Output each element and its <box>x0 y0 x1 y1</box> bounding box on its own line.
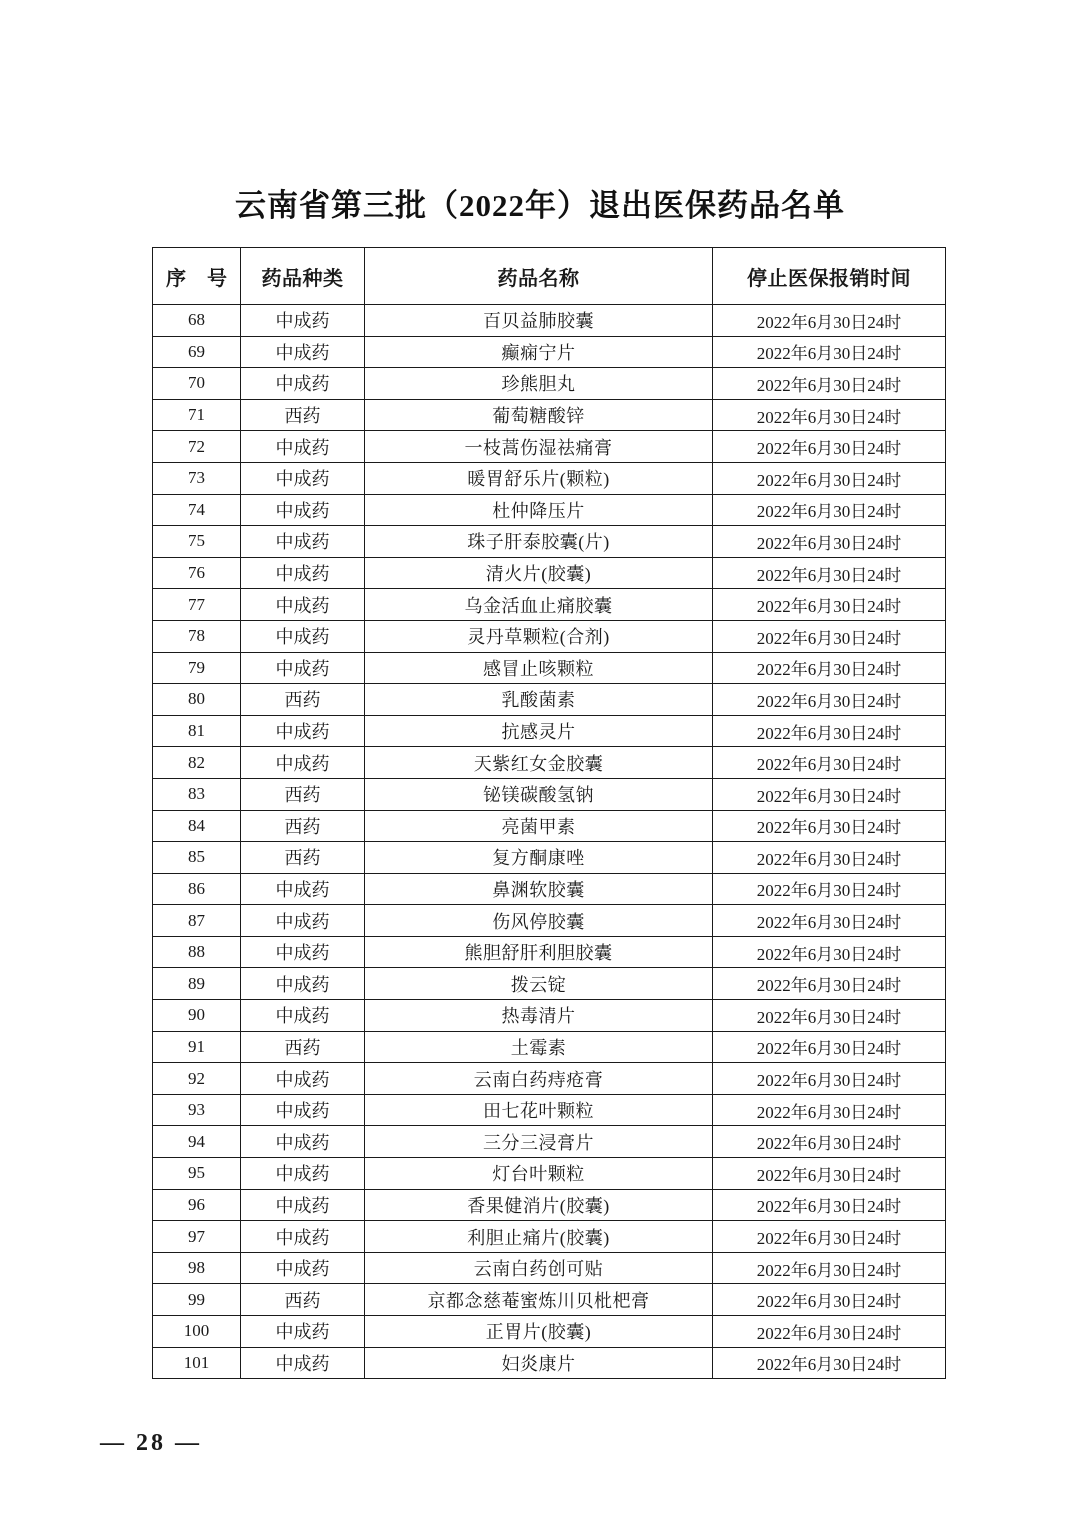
table-row <box>153 305 946 337</box>
table-cell-index: 73 <box>153 462 241 494</box>
table-cell-name: 云南白药创可贴 <box>365 1252 713 1284</box>
table-cell-index: 85 <box>153 842 241 874</box>
table-cell-name: 灵丹草颗粒(合剂) <box>365 620 713 652</box>
table-cell-index: 80 <box>153 684 241 716</box>
table-cell-date: 2022年6月30日24时 <box>713 1000 946 1032</box>
drug-list-table-container <box>152 247 945 1379</box>
table-cell-index: 81 <box>153 715 241 747</box>
table-cell-date: 2022年6月30日24时 <box>713 431 946 463</box>
table-cell-name: 珠子肝泰胶囊(片) <box>365 526 713 558</box>
table-cell-date: 2022年6月30日24时 <box>713 494 946 526</box>
table-cell-date: 2022年6月30日24时 <box>713 684 946 716</box>
table-cell-name: 乌金活血止痛胶囊 <box>365 589 713 621</box>
table-cell-name: 乳酸菌素 <box>365 684 713 716</box>
table-cell-type: 中成药 <box>241 1063 365 1095</box>
table-cell-type: 中成药 <box>241 1189 365 1221</box>
table-cell-type: 中成药 <box>241 747 365 779</box>
table-cell-type: 中成药 <box>241 1126 365 1158</box>
table-cell-type: 中成药 <box>241 1252 365 1284</box>
table-row <box>153 715 946 747</box>
table-cell-date: 2022年6月30日24时 <box>713 1063 946 1095</box>
table-cell-index: 100 <box>153 1316 241 1348</box>
table-cell-name: 拨云锭 <box>365 968 713 1000</box>
table-cell-date: 2022年6月30日24时 <box>713 368 946 400</box>
table-cell-name: 正胃片(胶囊) <box>365 1316 713 1348</box>
table-cell-name: 香果健消片(胶囊) <box>365 1189 713 1221</box>
table-cell-type: 中成药 <box>241 494 365 526</box>
table-row <box>153 778 946 810</box>
table-cell-date: 2022年6月30日24时 <box>713 1158 946 1190</box>
table-cell-date: 2022年6月30日24时 <box>713 715 946 747</box>
table-cell-index: 93 <box>153 1094 241 1126</box>
table-cell-name: 百贝益肺胶囊 <box>365 305 713 337</box>
table-cell-index: 68 <box>153 305 241 337</box>
table-cell-index: 92 <box>153 1063 241 1095</box>
table-row <box>153 1316 946 1348</box>
table-cell-date: 2022年6月30日24时 <box>713 652 946 684</box>
table-cell-type: 西药 <box>241 684 365 716</box>
table-row <box>153 1284 946 1316</box>
table-cell-type: 中成药 <box>241 589 365 621</box>
table-cell-name: 癫痫宁片 <box>365 336 713 368</box>
table-cell-index: 83 <box>153 778 241 810</box>
table-cell-date: 2022年6月30日24时 <box>713 1284 946 1316</box>
table-row <box>153 1252 946 1284</box>
table-row <box>153 652 946 684</box>
table-row <box>153 968 946 1000</box>
table-row <box>153 589 946 621</box>
table-cell-type: 中成药 <box>241 431 365 463</box>
table-cell-type: 中成药 <box>241 305 365 337</box>
table-cell-date: 2022年6月30日24时 <box>713 336 946 368</box>
table-cell-name: 天紫红女金胶囊 <box>365 747 713 779</box>
table-row <box>153 1000 946 1032</box>
table-cell-name: 复方酮康唑 <box>365 842 713 874</box>
table-row <box>153 526 946 558</box>
table-cell-name: 灯台叶颗粒 <box>365 1158 713 1190</box>
table-cell-index: 97 <box>153 1221 241 1253</box>
table-cell-name: 珍熊胆丸 <box>365 368 713 400</box>
table-cell-type: 中成药 <box>241 1316 365 1348</box>
table-cell-type: 中成药 <box>241 1000 365 1032</box>
table-cell-name: 妇炎康片 <box>365 1347 713 1379</box>
table-cell-date: 2022年6月30日24时 <box>713 747 946 779</box>
table-cell-date: 2022年6月30日24时 <box>713 1094 946 1126</box>
table-cell-name: 热毒清片 <box>365 1000 713 1032</box>
table-cell-type: 中成药 <box>241 936 365 968</box>
table-cell-date: 2022年6月30日24时 <box>713 905 946 937</box>
table-cell-index: 98 <box>153 1252 241 1284</box>
table-cell-name: 鼻渊软胶囊 <box>365 873 713 905</box>
table-cell-date: 2022年6月30日24时 <box>713 305 946 337</box>
table-cell-index: 94 <box>153 1126 241 1158</box>
table-row <box>153 462 946 494</box>
table-cell-type: 中成药 <box>241 620 365 652</box>
table-cell-name: 田七花叶颗粒 <box>365 1094 713 1126</box>
table-row <box>153 810 946 842</box>
table-row <box>153 1031 946 1063</box>
table-cell-index: 91 <box>153 1031 241 1063</box>
table-cell-name: 伤风停胶囊 <box>365 905 713 937</box>
table-cell-name: 感冒止咳颗粒 <box>365 652 713 684</box>
table-body <box>153 305 946 1379</box>
table-row <box>153 684 946 716</box>
table-cell-type: 西药 <box>241 1031 365 1063</box>
table-cell-date: 2022年6月30日24时 <box>713 842 946 874</box>
table-cell-type: 中成药 <box>241 873 365 905</box>
table-cell-type: 中成药 <box>241 1094 365 1126</box>
table-row <box>153 747 946 779</box>
table-cell-date: 2022年6月30日24时 <box>713 1189 946 1221</box>
table-cell-index: 70 <box>153 368 241 400</box>
table-cell-index: 78 <box>153 620 241 652</box>
table-cell-name: 利胆止痛片(胶囊) <box>365 1221 713 1253</box>
table-cell-name: 亮菌甲素 <box>365 810 713 842</box>
table-cell-index: 76 <box>153 557 241 589</box>
column-header-date: 停止医保报销时间 <box>713 248 946 305</box>
table-cell-date: 2022年6月30日24时 <box>713 873 946 905</box>
table-row <box>153 368 946 400</box>
column-header-type: 药品种类 <box>241 248 365 305</box>
table-row <box>153 336 946 368</box>
table-cell-name: 京都念慈菴蜜炼川贝枇杷膏 <box>365 1284 713 1316</box>
table-cell-index: 71 <box>153 399 241 431</box>
table-header-row <box>153 248 946 305</box>
table-cell-type: 中成药 <box>241 1158 365 1190</box>
table-cell-name: 熊胆舒肝利胆胶囊 <box>365 936 713 968</box>
table-cell-type: 中成药 <box>241 652 365 684</box>
table-cell-date: 2022年6月30日24时 <box>713 1347 946 1379</box>
table-cell-type: 中成药 <box>241 462 365 494</box>
table-cell-index: 77 <box>153 589 241 621</box>
table-cell-index: 87 <box>153 905 241 937</box>
table-row <box>153 399 946 431</box>
table-cell-index: 69 <box>153 336 241 368</box>
table-row <box>153 1158 946 1190</box>
table-cell-index: 86 <box>153 873 241 905</box>
table-row <box>153 873 946 905</box>
table-cell-date: 2022年6月30日24时 <box>713 462 946 494</box>
table-cell-date: 2022年6月30日24时 <box>713 399 946 431</box>
table-cell-type: 中成药 <box>241 968 365 1000</box>
table-cell-date: 2022年6月30日24时 <box>713 936 946 968</box>
table-cell-index: 75 <box>153 526 241 558</box>
table-cell-date: 2022年6月30日24时 <box>713 1221 946 1253</box>
table-cell-index: 74 <box>153 494 241 526</box>
table-cell-date: 2022年6月30日24时 <box>713 778 946 810</box>
table-cell-index: 95 <box>153 1158 241 1190</box>
table-row <box>153 1189 946 1221</box>
table-row <box>153 1063 946 1095</box>
table-cell-date: 2022年6月30日24时 <box>713 620 946 652</box>
table-cell-type: 中成药 <box>241 557 365 589</box>
table-cell-type: 中成药 <box>241 526 365 558</box>
table-header <box>153 248 946 305</box>
table-cell-index: 101 <box>153 1347 241 1379</box>
table-row <box>153 1347 946 1379</box>
table-cell-index: 99 <box>153 1284 241 1316</box>
table-cell-date: 2022年6月30日24时 <box>713 1316 946 1348</box>
table-cell-name: 云南白药痔疮膏 <box>365 1063 713 1095</box>
table-cell-type: 中成药 <box>241 1221 365 1253</box>
table-cell-name: 杜仲降压片 <box>365 494 713 526</box>
table-cell-index: 82 <box>153 747 241 779</box>
table-cell-type: 西药 <box>241 1284 365 1316</box>
table-cell-date: 2022年6月30日24时 <box>713 1126 946 1158</box>
page-number: — 28 — <box>100 1430 202 1456</box>
table-row <box>153 494 946 526</box>
table-cell-date: 2022年6月30日24时 <box>713 526 946 558</box>
table-cell-type: 西药 <box>241 810 365 842</box>
table-cell-index: 72 <box>153 431 241 463</box>
table-row <box>153 905 946 937</box>
table-cell-index: 90 <box>153 1000 241 1032</box>
table-cell-date: 2022年6月30日24时 <box>713 1031 946 1063</box>
column-header-index: 序 号 <box>153 248 241 305</box>
table-cell-date: 2022年6月30日24时 <box>713 1252 946 1284</box>
table-cell-type: 西药 <box>241 778 365 810</box>
table-row <box>153 1221 946 1253</box>
table-cell-index: 88 <box>153 936 241 968</box>
table-row <box>153 620 946 652</box>
table-cell-name: 抗感灵片 <box>365 715 713 747</box>
page-title: 云南省第三批（2022年）退出医保药品名单 <box>235 188 845 223</box>
table-cell-index: 84 <box>153 810 241 842</box>
table-row <box>153 842 946 874</box>
table-cell-name: 葡萄糖酸锌 <box>365 399 713 431</box>
table-cell-type: 中成药 <box>241 336 365 368</box>
table-cell-date: 2022年6月30日24时 <box>713 810 946 842</box>
table-cell-name: 铋镁碳酸氢钠 <box>365 778 713 810</box>
table-cell-type: 中成药 <box>241 368 365 400</box>
table-row <box>153 557 946 589</box>
table-row <box>153 1126 946 1158</box>
table-cell-index: 96 <box>153 1189 241 1221</box>
table-cell-date: 2022年6月30日24时 <box>713 968 946 1000</box>
table-cell-type: 西药 <box>241 842 365 874</box>
table-cell-name: 三分三浸膏片 <box>365 1126 713 1158</box>
table-cell-date: 2022年6月30日24时 <box>713 589 946 621</box>
table-cell-type: 中成药 <box>241 905 365 937</box>
table-cell-index: 79 <box>153 652 241 684</box>
table-cell-type: 中成药 <box>241 1347 365 1379</box>
table-row <box>153 1094 946 1126</box>
table-cell-name: 清火片(胶囊) <box>365 557 713 589</box>
column-header-name: 药品名称 <box>365 248 713 305</box>
table-cell-name: 土霉素 <box>365 1031 713 1063</box>
table-row <box>153 936 946 968</box>
table-cell-type: 中成药 <box>241 715 365 747</box>
drug-list-table <box>152 247 946 1379</box>
table-cell-name: 暖胃舒乐片(颗粒) <box>365 462 713 494</box>
table-cell-type: 西药 <box>241 399 365 431</box>
table-cell-index: 89 <box>153 968 241 1000</box>
table-cell-date: 2022年6月30日24时 <box>713 557 946 589</box>
table-row <box>153 431 946 463</box>
table-cell-name: 一枝蒿伤湿祛痛膏 <box>365 431 713 463</box>
